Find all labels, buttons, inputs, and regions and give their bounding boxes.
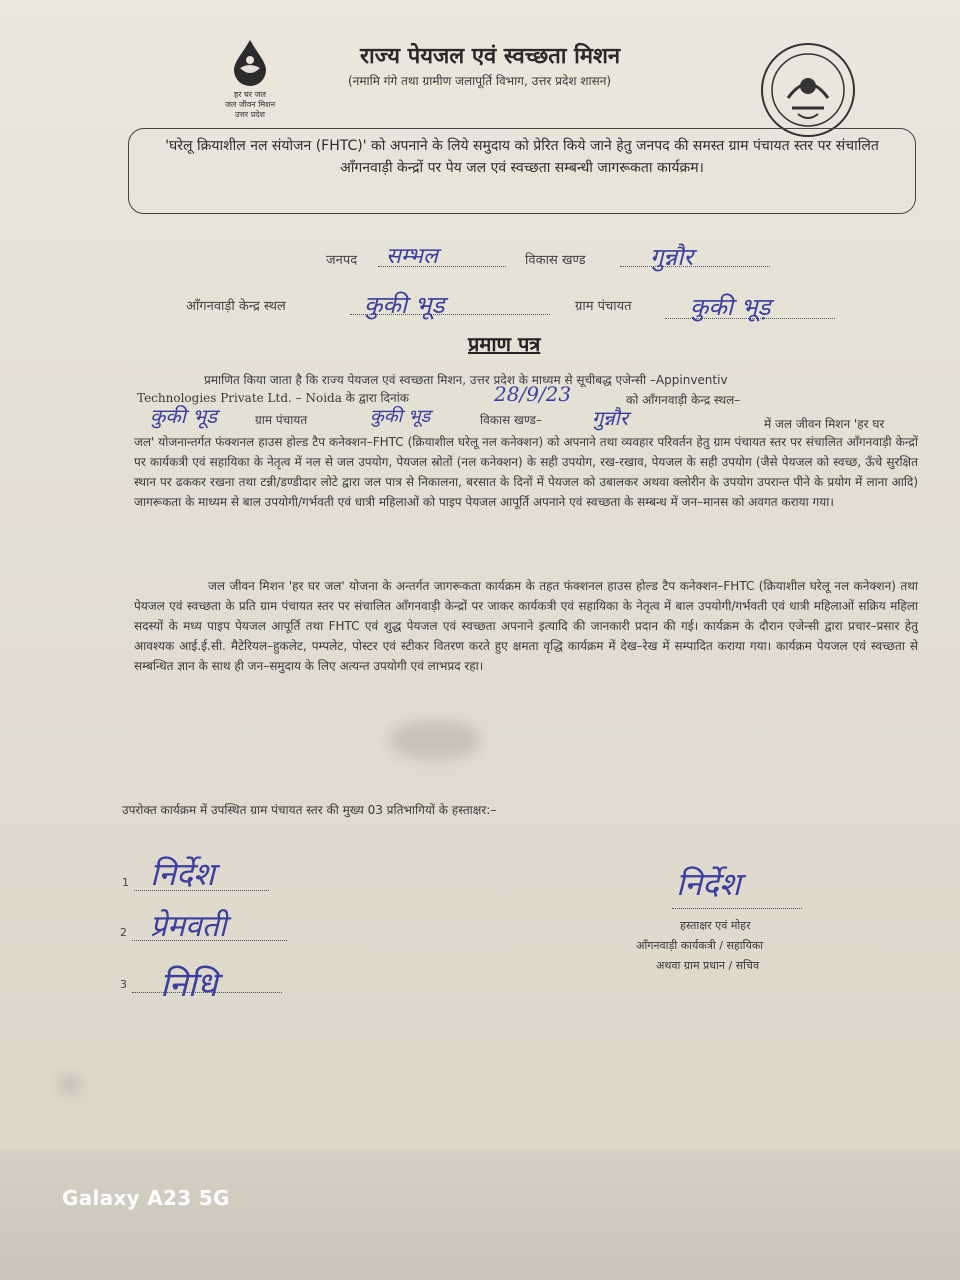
district-label: जनपद	[326, 253, 358, 268]
official-line-2: आँगनवाड़ी कार्यकत्री / सहायिका	[636, 939, 764, 952]
signature-2: प्रेमवती	[150, 909, 227, 944]
signature-3-number: 3	[120, 978, 127, 991]
page-title: राज्य पेयजल एवं स्वच्छता मिशन	[360, 44, 621, 69]
certificate-title: प्रमाण पत्र	[468, 332, 541, 356]
signature-2-number: 2	[120, 926, 127, 939]
district-value: सम्भल	[386, 244, 438, 269]
jal-jeevan-logo	[215, 38, 285, 120]
signature-1: निर्देश	[150, 855, 215, 893]
line3-tail: में जल जीवन मिशन 'हर घर	[764, 417, 885, 431]
camera-watermark: Galaxy A23 5G	[62, 1186, 230, 1210]
banner-text: 'घरेलू क्रियाशील नल संयोजन (FHTC)' को अपनाने के लिये समुदाय को प्रेरित किये जाने हेतु जनपद की समस्त ग्राम पंचायत स्तर पर संचालित आँगनवाड़ी केन्द्रों पर पेय जल एवं स्वच्छता सम्बन्धी जागरूकता कार्यक्रम।	[165, 138, 879, 176]
program-date: 28/9/23	[494, 382, 572, 406]
signature-1-number: 1	[122, 876, 129, 889]
cert-line-2b: को आँगनवाड़ी केन्द्र स्थल–	[626, 393, 741, 407]
background-surface	[0, 1150, 960, 1280]
line3-gp: कुकी भूड	[370, 406, 431, 427]
cert-line-2a: Technologies Private Ltd. – Noida के द्वारा दिनांक	[137, 391, 410, 405]
line3-block: गुन्नौर	[592, 406, 629, 430]
logo-caption: हर घर जल जल जीवन मिशन उत्तर प्रदेश	[224, 90, 276, 119]
page-subtitle: (नमामि गंगे तथा ग्रामीण जलापूर्ति विभाग, उत्तर प्रदेश शासन)	[348, 74, 612, 88]
water-drop-logo-icon	[228, 38, 272, 86]
cert-paragraph-2: जल जीवन मिशन 'हर घर जल' योजना के अन्तर्गत जागरूकता कार्यक्रम के तहत फंक्शनल हाउस होल्ड टैप कनेक्शन–FHTC (क्रियाशील घरेलू नल कनेक्शन) तथा पेयजल एवं स्वच्छता के प्रति ग्राम पंचायत स्तर पर संचालित आँगनवाड़ी केन्द्रों पर जाकर कार्यकत्री एवं सहायिका के नेतृत्व में बाल उपयोगी/गर्भवती एवं धात्री महिलाओं सक्रिय महिला सदस्यों के मध्य पाइप पेयजल आपूर्ति तथा FHTC एवं शुद्ध पेयजल एवं स्वच्छता अपनाने इत्यादि की जानकारी प्रदान की गई। कार्यक्रम के दौरान एजेन्सी द्वारा प्रचार–प्रसार हेतु आवश्यक आई.ई.सी. मैटेरियल–हुकलेट, पम्पलेट, पोस्टर एवं स्टीकर वितरण करते हुए क्षमता वृद्धि कार्यक्रम में देख–रेख में सम्पादित कराया गया। कार्यक्रम पेयजल एवं स्वच्छता से सम्बन्धित ज्ञान के साथ ही जन–समुदाय के लिए अत्यन्त उपयोगी एवं लाभप्रद रहा।	[134, 579, 918, 673]
center-value: कुकी भूड	[364, 291, 445, 319]
gp-value: कुकी भूड़	[690, 293, 771, 321]
line3-block-label: विकास खण्ड–	[480, 413, 542, 427]
program-banner	[128, 128, 916, 214]
official-line-3: अथवा ग्राम प्रधान / सचिव	[656, 959, 760, 972]
signatures-intro: उपरोक्त कार्यक्रम में उपस्थित ग्राम पंचायत स्तर की मुख्य 03 प्रतिभागियों के हस्ताक्षर:–	[122, 803, 497, 817]
block-label: विकास खण्ड	[525, 253, 586, 268]
signature-3: निधि	[160, 965, 218, 1005]
official-line-1: हस्ताक्षर एवं मोहर	[680, 919, 751, 932]
up-government-emblem-icon	[758, 40, 858, 140]
cert-line-1: प्रमाणित किया जाता है कि राज्य पेयजल एवं स्वच्छता मिशन, उत्तर प्रदेश के माध्यम से सूचीबद्ध एजेन्सी –Appinventiv	[204, 373, 728, 387]
cert-paragraph-1: जल' योजनान्तर्गत फंक्शनल हाउस होल्ड टैप कनेक्शन–FHTC (क्रियाशील घरेलू नल कनेक्शन) को अपनाने तथा व्यवहार परिवर्तन हेतु ग्राम पंचायत स्तर पर संचालित आँगनवाड़ी केन्द्रों पर कार्यकत्री एवं सहायिका के नेतृत्व में नल से जल उपयोग, पेयजल स्रोतों (नल कनेक्शन) के सही उपयोग, रख-रखाव, पेयजल के सही उपयोग (जैसे पेयजल को स्वच्छ, ऊँचे सुरक्षित स्थान पर ढककर रखना तथा टन्नी/डण्डीदार लोटे द्वारा जल पात्र से निकालना, बरसात के दिनों में पेयजल को उबालकर अथवा क्लोरीन के उपयोग उपरान्त पीने के प्रयोग में लाना आदि) जागरूकता के माध्यम से बाल उपयोगी/गर्भवती एवं धात्री महिलाओं को पाइप पेयजल आपूर्ति अपनाने एवं स्वच्छता के सम्बन्ध में जन–मानस को अवगत कराया गया।	[134, 435, 918, 509]
gp-label: ग्राम पंचायत	[575, 299, 632, 314]
line3-center: कुकी भूड	[150, 404, 218, 428]
block-value: गुन्नौर	[650, 243, 694, 271]
line3-gp-label: ग्राम पंचायत	[255, 413, 308, 427]
center-label: आँगनवाड़ी केन्द्र स्थल	[186, 299, 286, 314]
official-signature: निर्देश	[676, 865, 741, 903]
